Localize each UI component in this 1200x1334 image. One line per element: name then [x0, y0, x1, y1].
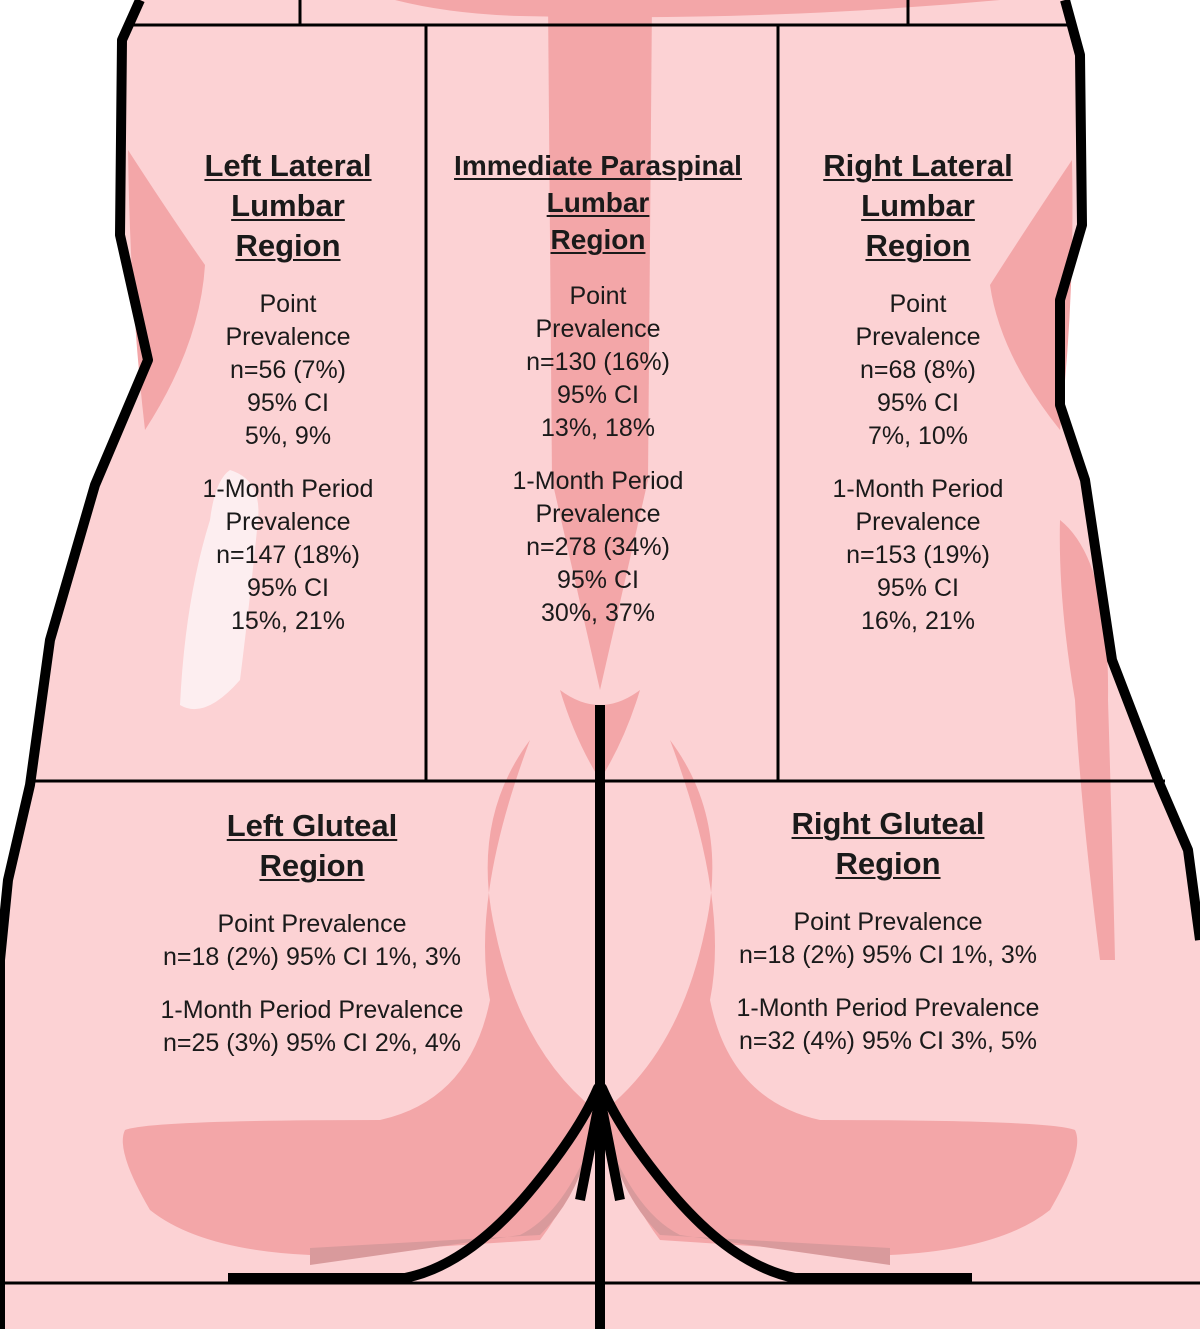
title-line: Left Lateral — [204, 148, 372, 183]
period-prevalence — [688, 992, 1088, 1058]
point-prevalence — [428, 280, 768, 445]
title-line: Lumbar — [861, 188, 975, 223]
stat-line: Point — [889, 290, 947, 318]
stat-line: 95% CI — [877, 574, 959, 602]
stat-line: Prevalence — [855, 323, 981, 351]
stat-line: n=18 (2%) 95% CI 1%, 3% — [162, 943, 462, 971]
point-prevalence — [138, 288, 438, 453]
stat-line: n=18 (2%) 95% CI 1%, 3% — [738, 941, 1038, 969]
stat-line: 95% CI — [247, 574, 329, 602]
period-prevalence — [138, 473, 438, 638]
stat-line: Prevalence — [225, 323, 351, 351]
title-line: Lumbar — [231, 188, 345, 223]
stat-line: 95% CI — [247, 389, 329, 417]
stat-line: Prevalence — [855, 508, 981, 536]
stat-line: 15%, 21% — [231, 607, 345, 635]
left-lateral-lumbar-region — [138, 146, 438, 638]
right-lateral-lumbar-region — [768, 146, 1068, 638]
stat-line: 16%, 21% — [861, 607, 975, 635]
stat-line: 95% CI — [557, 381, 639, 409]
title-line: Region — [259, 848, 365, 883]
right-gluteal-region — [688, 804, 1088, 1058]
stat-line: 30%, 37% — [541, 599, 655, 627]
title-line: Right Gluteal — [791, 806, 985, 841]
region-title — [428, 147, 768, 258]
stat-line: n=32 (4%) 95% CI 3%, 5% — [738, 1027, 1038, 1055]
stat-line: n=68 (8%) — [859, 356, 977, 384]
stat-line: 1-Month Period — [202, 475, 374, 503]
stat-line: n=153 (19%) — [846, 541, 990, 569]
period-prevalence — [768, 473, 1068, 638]
title-line: Region — [835, 846, 941, 881]
stat-line: Point — [569, 282, 627, 310]
stat-line: 95% CI — [877, 389, 959, 417]
title-line: Region — [550, 224, 646, 255]
point-prevalence — [768, 288, 1068, 453]
stat-line: n=25 (3%) 95% CI 2%, 4% — [162, 1029, 462, 1057]
title-line: Region — [235, 228, 341, 263]
stat-line: n=56 (7%) — [229, 356, 347, 384]
region-title — [688, 804, 1088, 884]
stat-line: n=130 (16%) — [526, 348, 670, 376]
stat-line: 95% CI — [557, 566, 639, 594]
stat-line: Prevalence — [225, 508, 351, 536]
period-prevalence — [428, 465, 768, 630]
immediate-paraspinal-lumbar-region — [428, 147, 768, 630]
stat-line: Point Prevalence — [217, 910, 407, 938]
stat-line: 5%, 9% — [244, 422, 332, 450]
stat-line: n=147 (18%) — [216, 541, 360, 569]
stat-line: Point — [259, 290, 317, 318]
title-line: Right Lateral — [823, 148, 1013, 183]
title-line: Immediate Paraspinal — [454, 150, 742, 181]
stat-line: Prevalence — [535, 315, 661, 343]
stat-line: 13%, 18% — [541, 414, 655, 442]
point-prevalence — [688, 906, 1088, 972]
stat-line: 7%, 10% — [867, 422, 969, 450]
stat-line: 1-Month Period — [512, 467, 684, 495]
region-title — [768, 146, 1068, 266]
stat-line: Point Prevalence — [793, 908, 983, 936]
title-line: Region — [865, 228, 971, 263]
stat-line: Prevalence — [535, 500, 661, 528]
stat-line: 1-Month Period Prevalence — [736, 994, 1040, 1022]
stat-line: 1-Month Period — [832, 475, 1004, 503]
region-title — [138, 146, 438, 266]
region-title — [112, 806, 512, 886]
point-prevalence — [112, 908, 512, 974]
stat-line: 1-Month Period Prevalence — [160, 996, 464, 1024]
period-prevalence — [112, 994, 512, 1060]
title-line: Left Gluteal — [226, 808, 398, 843]
stat-line: n=278 (34%) — [526, 533, 670, 561]
left-gluteal-region — [112, 806, 512, 1060]
title-line: Lumbar — [546, 187, 650, 218]
